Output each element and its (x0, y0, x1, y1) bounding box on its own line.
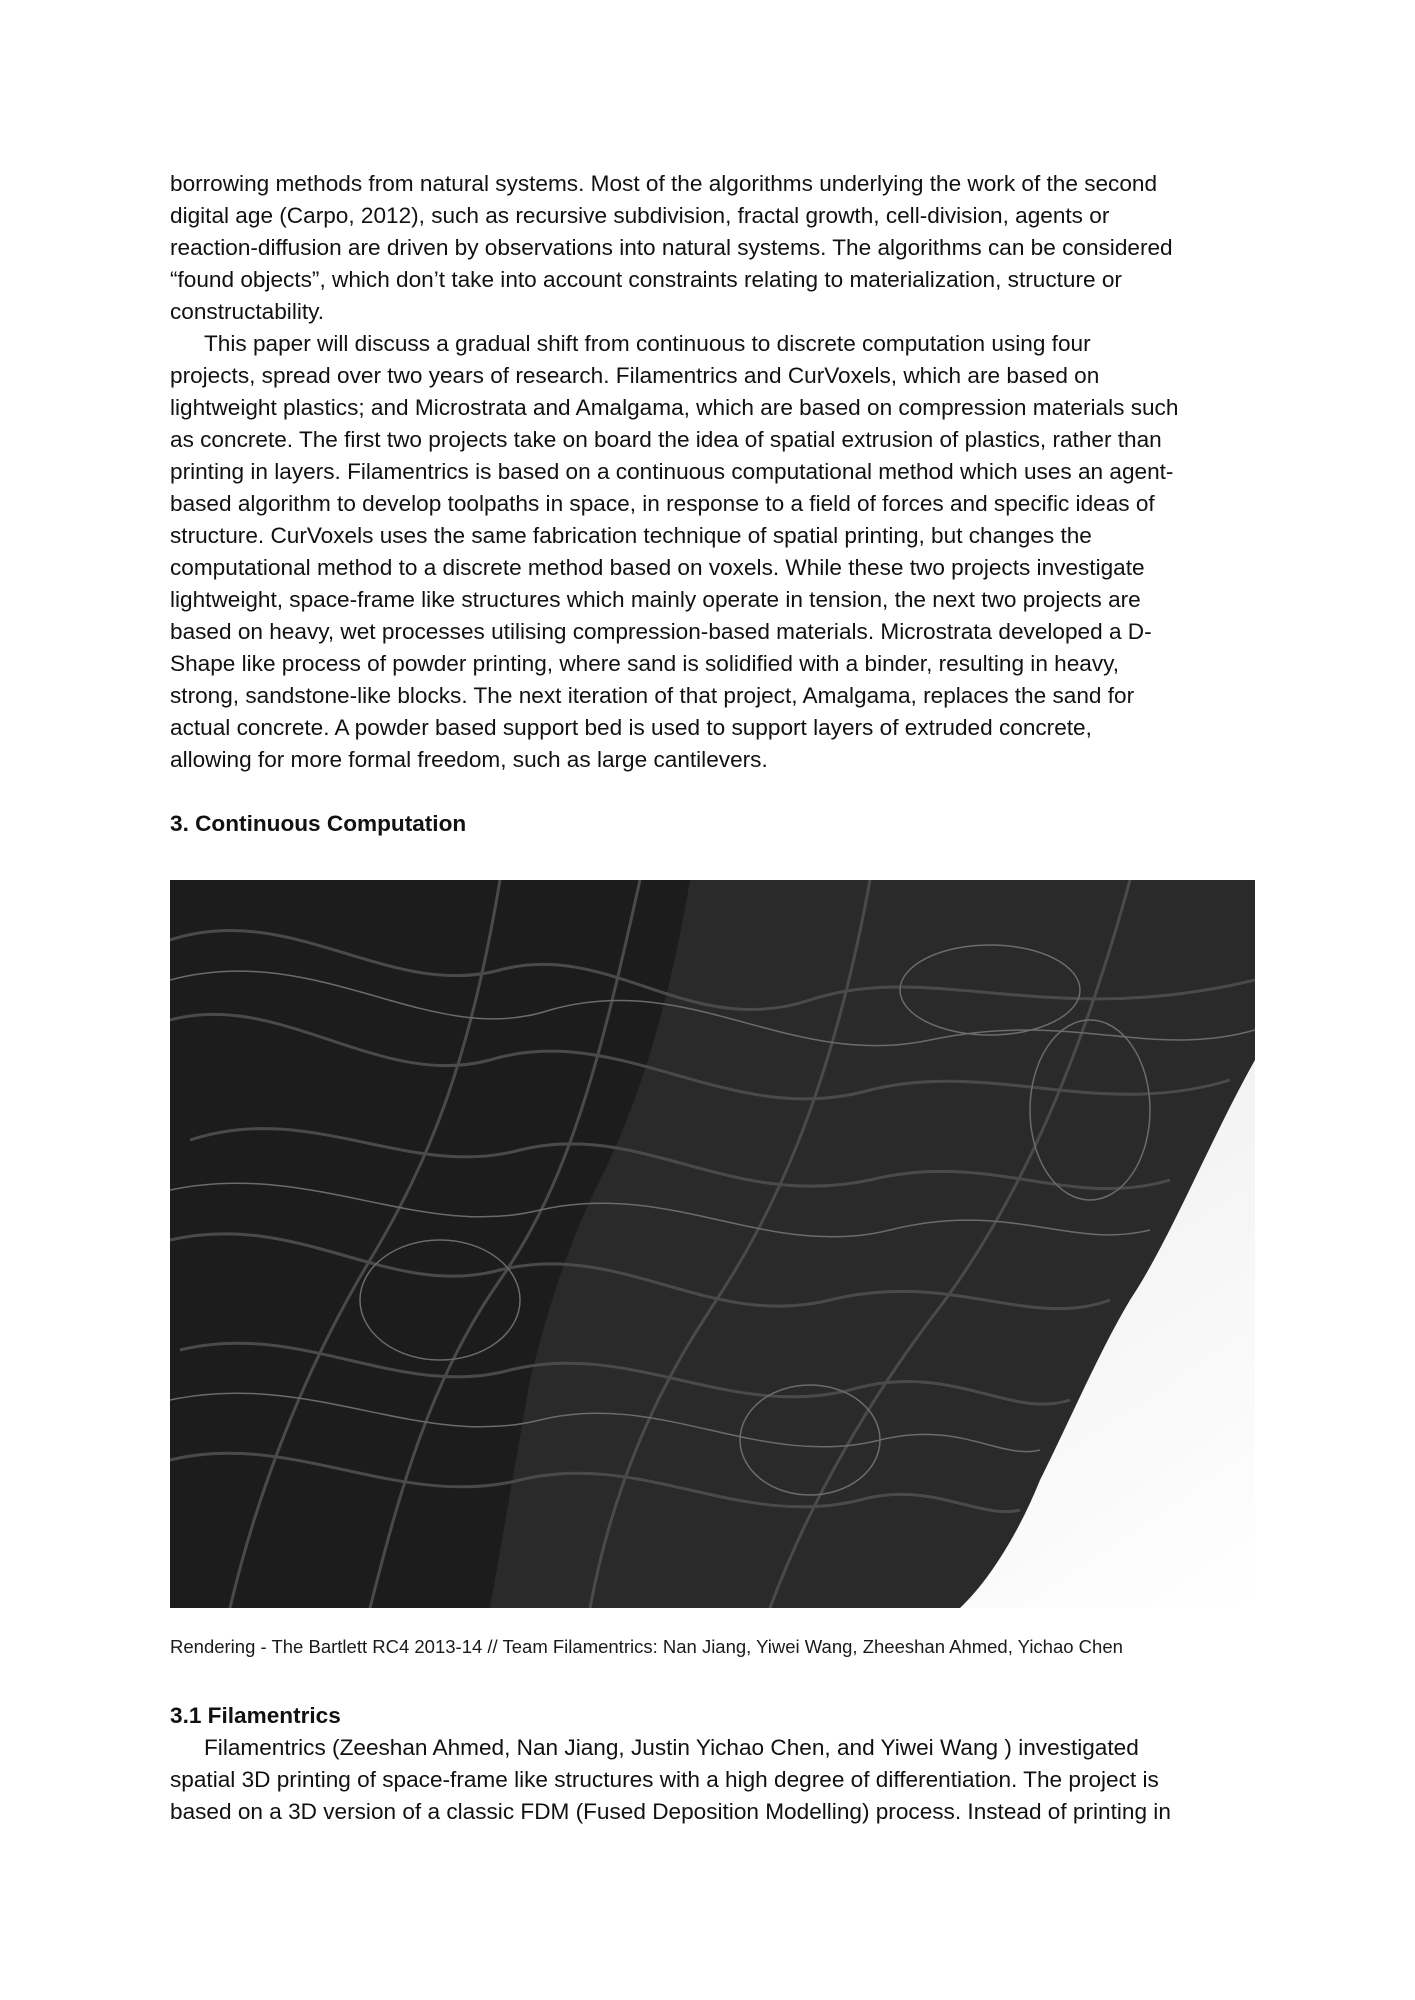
figure-caption: Rendering - The Bartlett RC4 2013-14 // Team Filamentrics: Nan Jiang, Yiwei Wang, Zheeshan Ahmed, Yichao Chen (170, 1636, 1123, 1657)
subsection-filamentrics (170, 1700, 1255, 1828)
text-line: borrowing methods from natural systems. Most of the algorithms underlying the work of the second (170, 171, 1158, 196)
text-line: actual concrete. A powder based support bed is used to support layers of extruded concrete, (170, 715, 1092, 740)
overview-paragraph (170, 328, 1178, 776)
text-line: reaction-diffusion are driven by observations into natural systems. The algorithms can be considered (170, 235, 1173, 260)
text-line: “found objects”, which don’t take into account constraints relating to materialization, structure or (170, 267, 1122, 292)
text-line: based algorithm to develop toolpaths in space, in response to a field of forces and specific ideas of (170, 491, 1155, 516)
text-line: lightweight plastics; and Microstrata and Amalgama, which are based on compression materials such (170, 395, 1179, 420)
text-line: printing in layers. Filamentrics is based on a continuous computational method which uses an agent- (170, 459, 1174, 484)
text-line: structure. CurVoxels uses the same fabrication technique of spatial printing, but changes the (170, 523, 1092, 548)
text-line: allowing for more formal freedom, such as large cantilevers. (170, 747, 768, 772)
text-line: projects, spread over two years of research. Filamentrics and CurVoxels, which are based on (170, 363, 1100, 388)
section-heading: 3. Continuous Computation (170, 811, 467, 836)
text-line: Shape like process of powder printing, where sand is solidified with a binder, resulting in heavy, (170, 651, 1120, 676)
text-line: Filamentrics (Zeeshan Ahmed, Nan Jiang, Justin Yichao Chen, and Yiwei Wang ) investigated (204, 1735, 1139, 1760)
text-line: digital age (Carpo, 2012), such as recursive subdivision, fractal growth, cell-division, agents or (170, 203, 1110, 228)
text-line: computational method to a discrete method based on voxels. While these two projects investigate (170, 555, 1145, 580)
text-line: as concrete. The first two projects take on board the idea of spatial extrusion of plastics, rather than (170, 427, 1162, 452)
body-text-top (170, 168, 1178, 776)
text-line: spatial 3D printing of space-frame like structures with a high degree of differentiation. The project is (170, 1767, 1159, 1792)
text-line: This paper will discuss a gradual shift from continuous to discrete computation using four (204, 331, 1091, 356)
text-line: lightweight, space-frame like structures which mainly operate in tension, the next two projects are (170, 587, 1141, 612)
text-line: based on heavy, wet processes utilising compression-based materials. Microstrata developed a D- (170, 619, 1152, 644)
text-line: based on a 3D version of a classic FDM (Fused Deposition Modelling) process. Instead of printing in (170, 1799, 1171, 1824)
intro-paragraph (170, 168, 1178, 328)
figure-rendering (170, 880, 1255, 1608)
filamentrics-paragraph (170, 1732, 1255, 1828)
text-line: strong, sandstone-like blocks. The next iteration of that project, Amalgama, replaces the sand for (170, 683, 1135, 708)
filament-rendering-image (170, 880, 1255, 1608)
text-line: constructability. (170, 299, 325, 324)
subsection-heading: 3.1 Filamentrics (170, 1703, 341, 1728)
